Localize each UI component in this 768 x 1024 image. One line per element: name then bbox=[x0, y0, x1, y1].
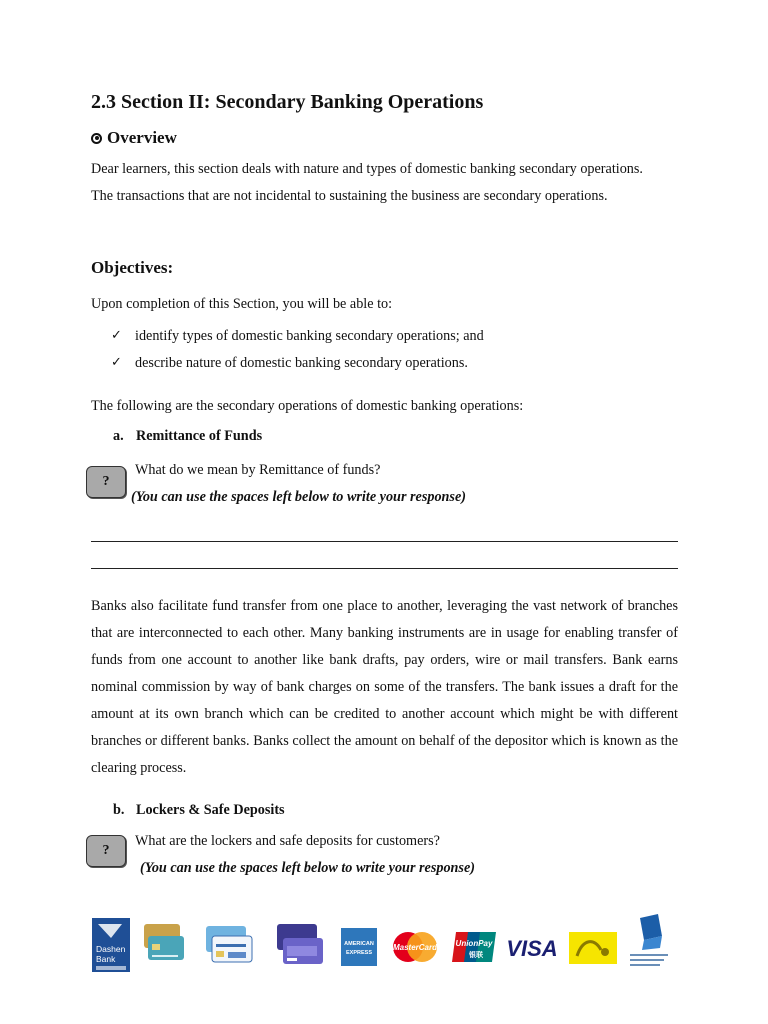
item-b-letter: b. bbox=[113, 802, 125, 818]
item-b-hint: (You can use the spaces left below to write your response) bbox=[140, 860, 475, 876]
response-line[interactable] bbox=[91, 541, 678, 542]
objective-item-text: describe nature of domestic banking secondary operations. bbox=[135, 355, 468, 371]
payment-logos-strip bbox=[90, 912, 678, 978]
checkmark-icon: ✓ bbox=[111, 328, 122, 343]
lead-in-text: The following are the secondary operations of domestic banking operations: bbox=[91, 398, 524, 414]
item-a-question: What do we mean by Remittance of funds? bbox=[135, 462, 381, 478]
visa-text: VISA bbox=[508, 936, 556, 961]
question-mark-icon: ? bbox=[86, 466, 126, 498]
american-express-logo bbox=[341, 928, 377, 966]
objective-item bbox=[111, 355, 468, 372]
amex-text-2: EXPRESS bbox=[346, 950, 372, 956]
overview-heading bbox=[91, 128, 177, 148]
item-a-hint: (You can use the spaces left below to write your response) bbox=[131, 489, 466, 505]
item-b-heading bbox=[113, 802, 285, 819]
visa-logo bbox=[508, 932, 556, 962]
response-line[interactable] bbox=[91, 568, 678, 569]
objective-item bbox=[111, 328, 484, 345]
question-mark-icon: ? bbox=[86, 835, 126, 867]
mastercard-logo bbox=[391, 930, 439, 964]
item-b-title: Lockers & Safe Deposits bbox=[136, 802, 285, 818]
ethswitch-logo bbox=[626, 914, 672, 974]
amex-text-1: AMERICAN bbox=[344, 941, 374, 947]
overview-text-line2: The transactions that are not incidental to sustaining the business are secondary operations. bbox=[91, 188, 608, 204]
unionpay-logo bbox=[452, 930, 496, 964]
objective-item-text: identify types of domestic banking secondary operations; and bbox=[135, 328, 484, 344]
unionpay-text-2: 银联 bbox=[469, 951, 483, 959]
overview-label: Overview bbox=[107, 128, 177, 147]
dashen-text-1: Dashen bbox=[96, 944, 126, 954]
objectives-intro: Upon completion of this Section, you will be able to: bbox=[91, 296, 393, 312]
mastercard-text: MasterCard bbox=[392, 943, 438, 952]
circle-bullet-icon bbox=[91, 133, 102, 144]
objectives-heading: Objectives: bbox=[91, 258, 174, 277]
bank-cards-image bbox=[275, 922, 325, 972]
checkmark-icon: ✓ bbox=[111, 355, 122, 370]
item-a-body: Banks also facilitate fund transfer from one place to another, leveraging the vast network of branches that are interconnected to each other. Many banking instruments are in usage for enabling transfer of funds from one account to another like bank drafts, pay orders, wire or mail transfers. Bank earns nominal commission by way of bank charges on some of the transfers. The bank issues a draft for the amount at its own branch which can be credited to another account which might be with different branches or different banks. Banks collect the amount on behalf of the depositor which is known as the clearing process. bbox=[91, 598, 678, 776]
item-a-letter: a. bbox=[113, 428, 124, 444]
section-title: 2.3 Section II: Secondary Banking Operations bbox=[91, 91, 484, 113]
mobile-payment-logo bbox=[569, 932, 617, 964]
item-b-question: What are the lockers and safe deposits for customers? bbox=[135, 833, 440, 849]
bank-cards-image bbox=[204, 924, 254, 970]
dashen-bank-logo bbox=[92, 918, 130, 972]
item-a-heading bbox=[113, 428, 262, 445]
bank-cards-image bbox=[142, 922, 186, 970]
overview-text-line1: Dear learners, this section deals with nature and types of domestic banking secondary operations. bbox=[91, 161, 643, 177]
item-a-title: Remittance of Funds bbox=[136, 428, 263, 444]
unionpay-text-1: UnionPay bbox=[455, 939, 493, 948]
dashen-text-2: Bank bbox=[96, 954, 116, 964]
